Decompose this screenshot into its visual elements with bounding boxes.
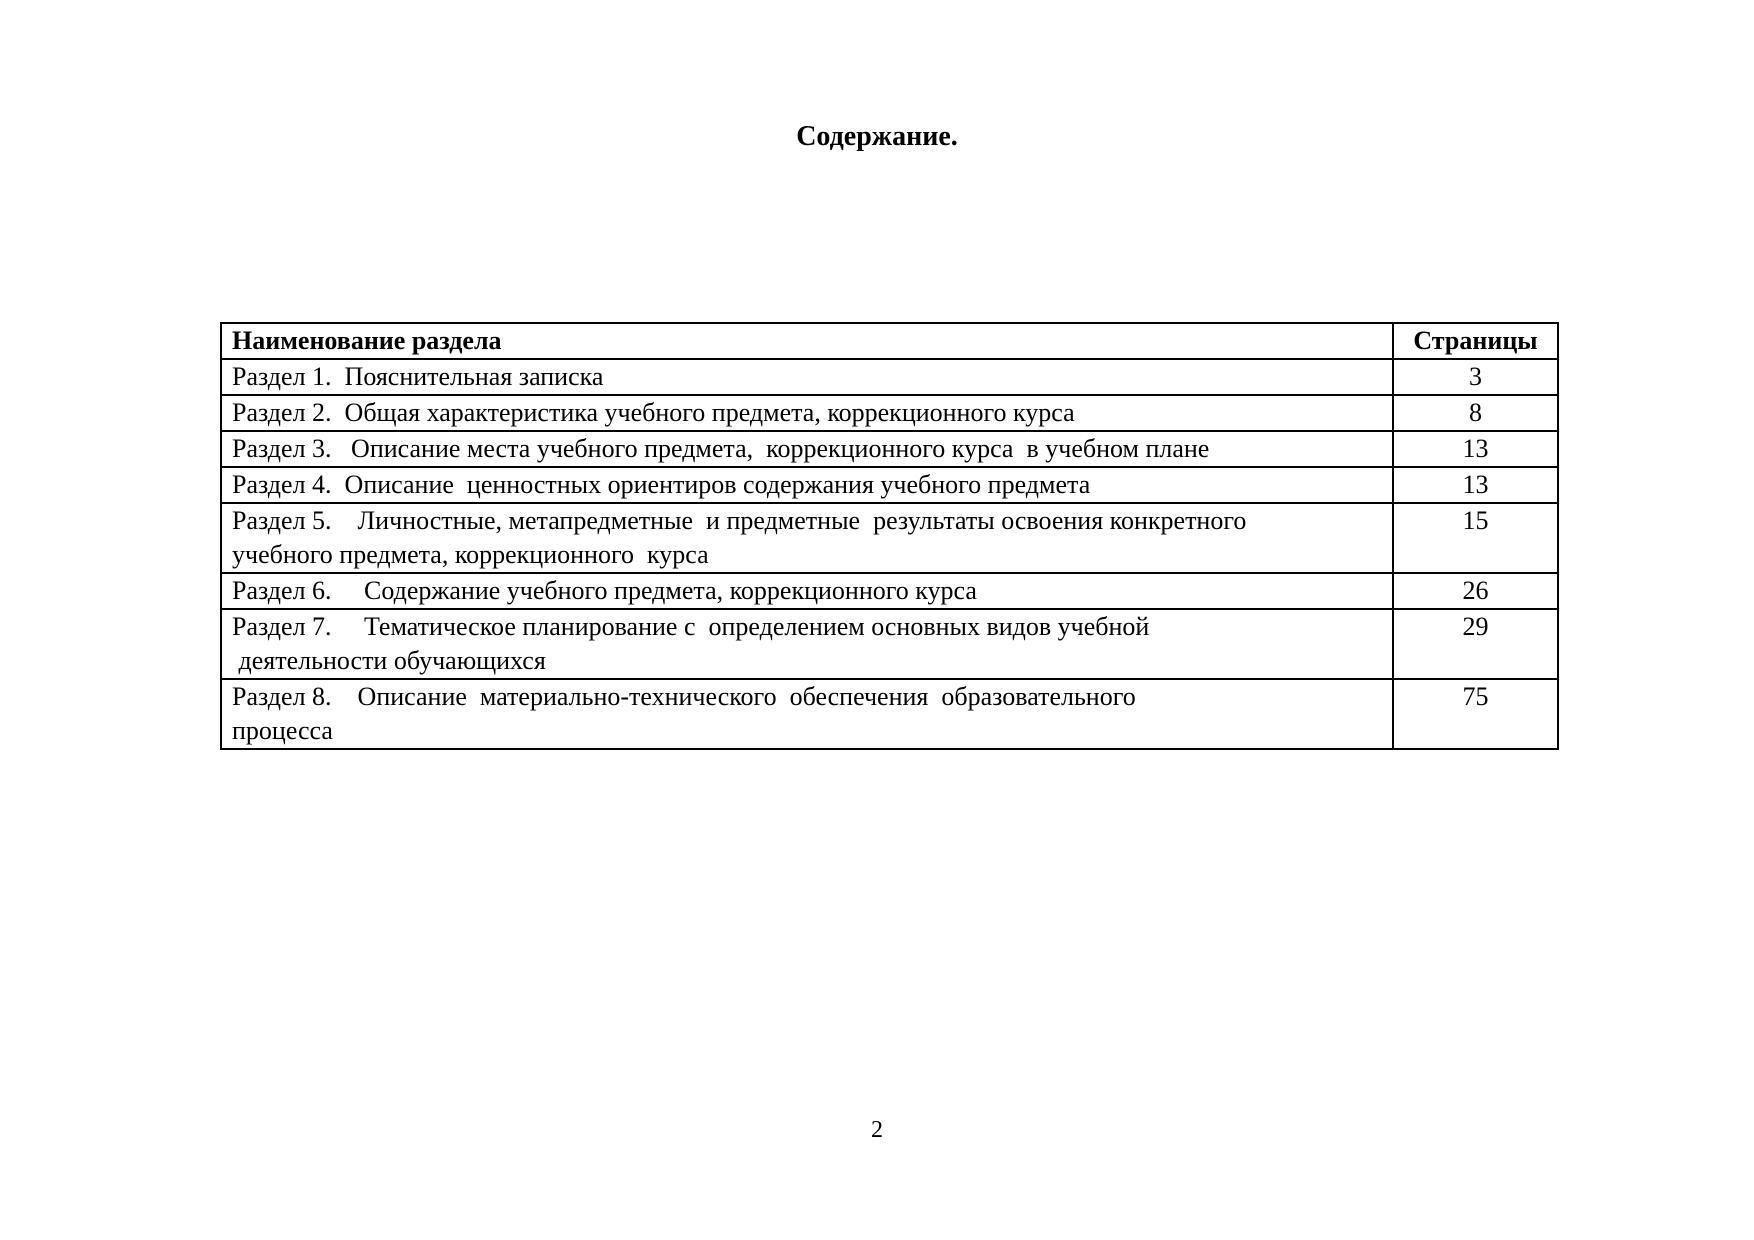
table-row bbox=[221, 359, 1558, 395]
section-name-cell: Раздел 6. Содержание учебного предмета, коррекционного курса bbox=[221, 573, 1393, 609]
page-number: 2 bbox=[871, 1117, 883, 1143]
section-name-cell: Раздел 2. Общая характеристика учебного предмета, коррекционного курса bbox=[221, 395, 1393, 431]
section-name-cell: Раздел 8. Описание материально-технического обеспечения образовательного процесса bbox=[221, 679, 1393, 749]
section-page-cell: 29 bbox=[1393, 609, 1558, 679]
table-header-row bbox=[221, 323, 1558, 359]
column-header-pages: Страницы bbox=[1393, 323, 1558, 359]
section-page-cell: 13 bbox=[1393, 467, 1558, 503]
section-name-cell: Раздел 1. Пояснительная записка bbox=[221, 359, 1393, 395]
table-row bbox=[221, 395, 1558, 431]
section-name-cell: Раздел 3. Описание места учебного предмета, коррекционного курса в учебном плане bbox=[221, 431, 1393, 467]
table-row bbox=[221, 431, 1558, 467]
section-name-cell: Раздел 4. Описание ценностных ориентиров содержания учебного предмета bbox=[221, 467, 1393, 503]
section-name-cell: Раздел 5. Личностные, метапредметные и предметные результаты освоения конкретного учебного предмета, коррекционного курса bbox=[221, 503, 1393, 573]
section-page-cell: 75 bbox=[1393, 679, 1558, 749]
section-name-cell: Раздел 7. Тематическое планирование с определением основных видов учебной деятельности обучающихся bbox=[221, 609, 1393, 679]
section-page-cell: 8 bbox=[1393, 395, 1558, 431]
section-page-cell: 3 bbox=[1393, 359, 1558, 395]
table-row bbox=[221, 609, 1558, 679]
table-row bbox=[221, 503, 1558, 573]
table-row bbox=[221, 679, 1558, 749]
section-page-cell: 13 bbox=[1393, 431, 1558, 467]
page-title: Содержание. bbox=[796, 121, 958, 152]
column-header-section-name: Наименование раздела bbox=[221, 323, 1393, 359]
section-page-cell: 15 bbox=[1393, 503, 1558, 573]
table-row bbox=[221, 573, 1558, 609]
table-of-contents bbox=[220, 322, 1559, 750]
section-page-cell: 26 bbox=[1393, 573, 1558, 609]
table-row bbox=[221, 467, 1558, 503]
